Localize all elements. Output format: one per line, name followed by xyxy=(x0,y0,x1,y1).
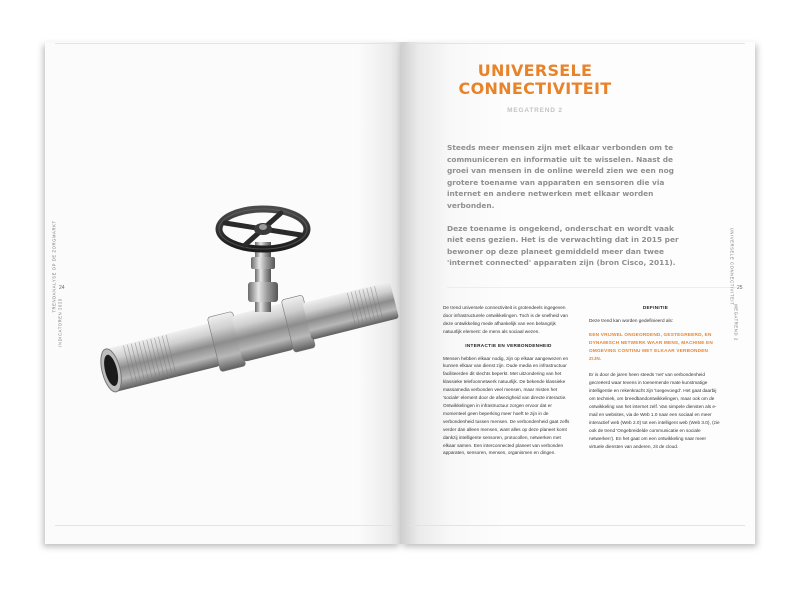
mid-rule-right xyxy=(447,287,737,288)
bottom-rule-right xyxy=(409,525,745,526)
magazine-spread xyxy=(45,42,755,544)
left-side-label-2: INDICATOREN 2020 xyxy=(57,298,63,347)
col2-paragraph-2: Er is door de jaren heen steeds 'net' van verbondenheid gecreëerd waar tevens in toenemende mate kunstmatige intelligentie en rekenkracht zijn 'toegevoegd'. Het gaat daarbij om techniek, om breedbandontwikkelingen, maar ook om de ontwikkeling van het internet zelf. Van simpele diensten als e-mail en websites, via de Web 1.0 naar een sociaal en meer interactief web (Web 2.0) tot een intelligent web (Web 3.0), (zie ook de trend 'Ongebreidelde communicatie en sociale netwerken'). En het gaat om een ontwikkeling naar meer virtuele diensten van anderen, zit de cloud. xyxy=(589,372,720,449)
right-side-label-2: MEGATREND 2 xyxy=(733,304,739,341)
right-page-number: 25 xyxy=(737,285,743,291)
body-column-left xyxy=(443,304,574,457)
top-rule-right xyxy=(409,43,745,44)
page-title-line2: CONNECTIVITEIT xyxy=(458,79,612,98)
col2-paragraph-1: Deze trend kan worden gedefinieerd als: xyxy=(589,317,674,323)
right-side-label: UNIVERSELE CONNECTIVITEIT xyxy=(729,227,735,306)
col2-heading: DEFINITIE xyxy=(642,305,669,310)
left-page-number: 24 xyxy=(59,285,65,291)
col1-paragraph-2: Mensen hebben elkaar nodig, zijn op elkaar aangewezen en kunnen elkaar van dienst zijn. Oude media en infrastructuur faciliteerden dit slechts beperkt. Met uitzondering van het klassieke telefoonnetwerk natuurlijk. De bekende klassieke massamedia verbonden veel mensen, maar misten het 'sociale' element door de afwezigheid van directe interactie. Ontwikkelingen in infrastructuur zorgen ervoor dat er momenteel geen beperking meer hoeft te zijn in de verbondenheid tussen mensen. De verbondenheid gaat zelfs verder dan alleen mensen, want alles op deze planeet komt dankzij intelligente sensoren, protocollen, netwerken met elkaar samen. Een interconnected planeet van verbonden apparaten, sensoren, mensen, organismen en dingen. xyxy=(443,355,570,456)
intro-text xyxy=(447,142,685,280)
left-side-label: TRENDANALYSE OP DE ZORGMARKT xyxy=(51,220,57,313)
body-column-right xyxy=(589,304,722,451)
page-subtitle: MEGATREND 2 xyxy=(507,107,563,114)
right-page xyxy=(401,42,755,544)
intro-paragraph-2: Deze toename is ongekend, onderschat en wordt vaak niet eens gezien. Het is de verwachting dat in 2015 per bewoner op deze planeet gemiddeld meer dan twee 'internet connected' apparaten zijn (bron Cisco, 2011). xyxy=(447,223,679,268)
col1-heading: INTERACTIE EN VERBONDENHEID xyxy=(465,342,552,348)
definition-highlight: EEN VRIJWEL ONGEORDEND, GESTEGREERD, EN DYNAMISCH NETWERK WAAR MENS, MACHINE EN OMGEVING CONTINU MET ELKAAR VERBONDEN ZIJN. xyxy=(589,331,713,361)
top-rule-left xyxy=(55,43,393,44)
bottom-rule-left xyxy=(55,525,393,526)
col1-paragraph-1: De trend universele connectiviteit is grotendeels ingegeven door infrastructurele ontwikkelingen. Toch is de snelheid van deze ontwikkeling mede afhankelijk van een belangrijk natuurlijk element: de mens als sociaal wezen. xyxy=(443,305,568,334)
page-title-line1: UNIVERSELE xyxy=(477,61,593,80)
intro-paragraph-1: Steeds meer mensen zijn met elkaar verbonden om te communiceren en informatie uit te wisselen. Naast de groei van mensen in de online wereld zien we een nog grotere toename van apparaten en sensoren die via internet en andere netwerken met elkaar worden verbonden. xyxy=(447,143,674,210)
pipe-with-valve-image xyxy=(85,187,405,417)
page-title xyxy=(430,62,640,98)
left-page xyxy=(45,42,401,544)
